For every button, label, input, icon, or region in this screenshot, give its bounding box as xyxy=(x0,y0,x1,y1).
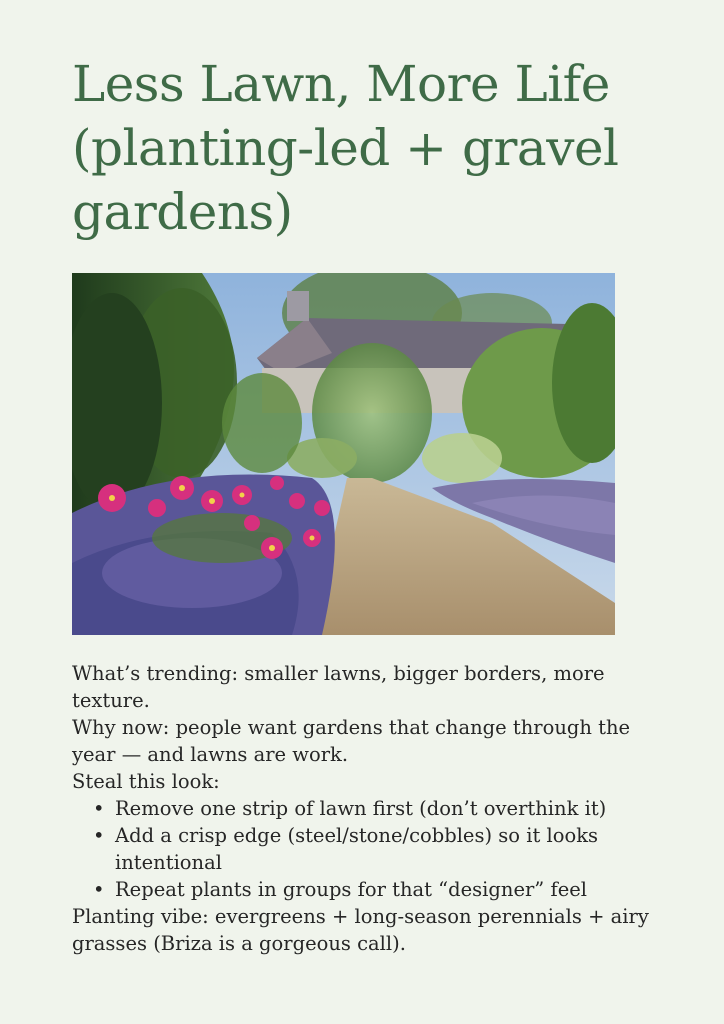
planting-vibe-paragraph: Planting vibe: evergreens + long-season perennials + airy grasses (Briza is a gorgeous call). xyxy=(72,905,649,955)
bullet-icon: • xyxy=(93,878,105,901)
list-item-text: Add a crisp edge (steel/stone/cobbles) so it looks intentional xyxy=(115,824,599,874)
list-item xyxy=(93,795,672,822)
list-item xyxy=(93,876,672,903)
bullet-icon: • xyxy=(93,824,105,847)
garden-photo xyxy=(72,273,615,635)
steal-this-look-heading: Steal this look: xyxy=(72,770,220,793)
list-item-text: Remove one strip of lawn first (don’t overthink it) xyxy=(115,797,607,820)
why-now-paragraph: Why now: people want gardens that change through the year — and lawns are work. xyxy=(72,716,631,766)
garden-path-image xyxy=(72,273,615,635)
list-item-text: Repeat plants in groups for that “designer” feel xyxy=(115,878,588,901)
bullet-icon: • xyxy=(93,797,105,820)
article-body xyxy=(72,660,672,957)
list-item xyxy=(93,822,672,876)
article-title: Less Lawn, More Life (planting-led + gravel gardens) xyxy=(72,55,619,241)
tips-list xyxy=(72,795,672,903)
trending-paragraph: What’s trending: smaller lawns, bigger borders, more texture. xyxy=(72,662,605,712)
